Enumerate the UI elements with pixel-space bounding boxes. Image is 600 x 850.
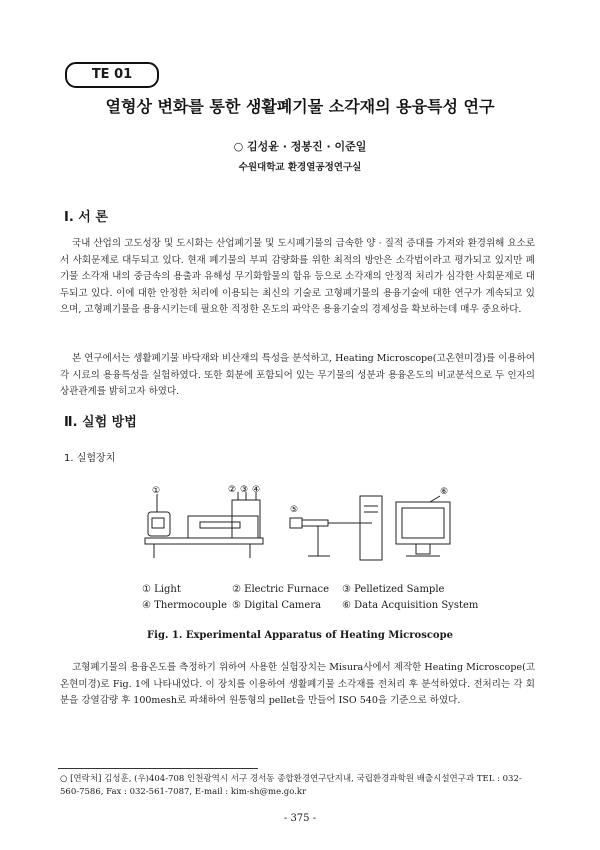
authors: ○ 김성윤 · 정봉진 · 이준일 <box>233 140 367 153</box>
legend-sample: ③ Pelletized Sample <box>342 584 445 595</box>
figure-caption: Fig. 1. Experimental Apparatus of Heating Microscope <box>147 630 453 641</box>
session-badge: TE 01 <box>65 62 159 88</box>
section-heading-intro: Ⅰ. 서 론 <box>64 210 108 225</box>
affiliation: 수원대학교 환경열공정연구실 <box>238 162 362 173</box>
diagram-label-furnace: ② <box>228 485 237 495</box>
apparatus-diagram <box>140 478 470 576</box>
diagram-label-light: ① <box>152 486 161 496</box>
footnote: ○ [연락처] 김성훈, (우)404-708 인천광역시 서구 경서동 종합환경연구단지내, 국립환경과학원 배출시설연구과 TEL : 032-560-7586, Fax : 032-561-7087, E-mail : kim-sh@me.go.kr <box>60 774 522 797</box>
subsection-heading: 1. 실험장치 <box>64 453 116 464</box>
section-heading-method: Ⅱ. 실험 방법 <box>64 415 137 430</box>
legend-camera: ⑤ Digital Camera <box>232 600 322 611</box>
diagram-label-camera: ⑤ <box>290 505 299 515</box>
legend-thermocouple: ④ Thermocouple <box>142 600 228 611</box>
legend-light: ① Light <box>142 584 181 595</box>
paper-title: 열형상 변화를 통한 생활폐기물 소각재의 용융특성 연구 <box>105 97 495 116</box>
intro-paragraph-2: 본 연구에서는 생활폐기물 바닥재와 비산재의 특성을 분석하고, Heating Microscope(고온현미경)를 이용하여 각 시료의 용융특성을 실험하였다. 또한 회분에 포함되어 있는 무기물의 성분과 용융온도의 비교분석으로 두 인자의 상관관계를 밝히고자 하였다. <box>60 353 535 397</box>
diagram-label-thermocouple: ④ <box>252 485 261 495</box>
method-paragraph: 고형폐기물의 용융온도를 측정하기 위하여 사용한 실험장치는 Misura사에서 제작한 Heating Microscope(고온현미경)로 Fig. 1에 나타내었다. 이 장치를 이용하여 생활폐기물 소각재를 전처리 후 분석하였다. 전처리는 각 회분을 강열감량 후 100mesh로 파쇄하여 원통형의 pellet을 만들어 ISO 540을 기준으로 하였다. <box>60 662 535 706</box>
legend-daq: ⑥ Data Acquisition System <box>342 600 479 611</box>
diagram-label-daq: ⑥ <box>440 487 449 497</box>
page-number: - 375 - <box>283 813 317 824</box>
legend-furnace: ② Electric Furnace <box>232 584 330 595</box>
intro-paragraph-1: 국내 산업의 고도성장 및 도시화는 산업폐기물 및 도시폐기물의 급속한 양 · 질적 증대를 가져와 환경위해 요소로서 사회문제로 대두되고 있다. 현재 폐기물의 부피 감량화를 위한 최적의 방안은 소각법이라고 평가되고 있지만 폐기물 소각재 내의 중금속의 용출과 유해성 무기화합물의 함유 등으로 소각재의 안정적 처리가 심각한 사회문제로 대두되고 있다. 이에 대한 안정한 처리에 이용되는 최신의 기술로 고형폐기물의 용융기술에 대한 연구가 계속되고 있으며, 고형폐기물을 용융시키는데 필요한 적정한 온도의 파악은 용융기술의 경제성을 확보하는데 매우 중요하다. <box>60 238 535 315</box>
diagram-label-sample: ③ <box>240 485 249 495</box>
footnote-divider <box>58 768 258 769</box>
